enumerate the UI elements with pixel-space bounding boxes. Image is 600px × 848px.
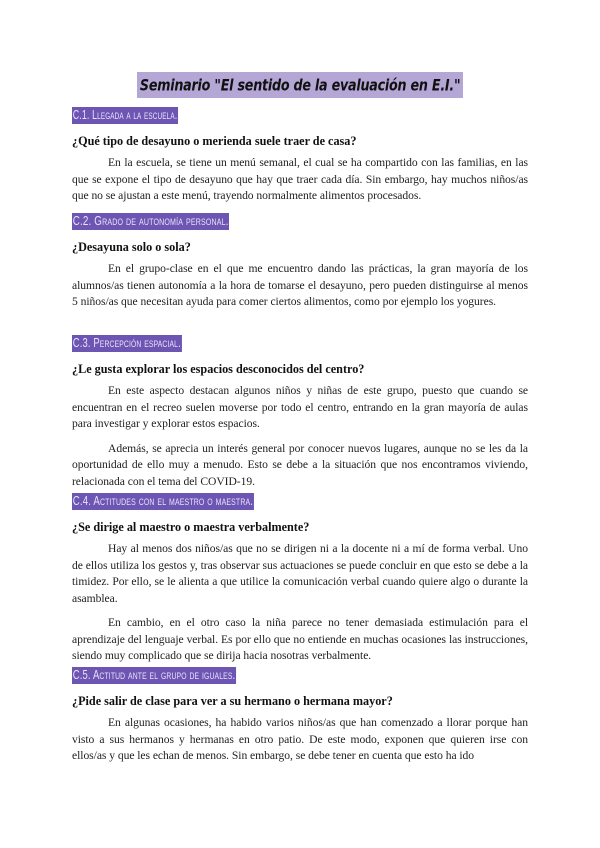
section-paragraph: En algunas ocasiones, ha habido varios niños/as que han comenzado a llorar porque han visto a sus hermanos y hermanas en otro patio. De este modo, exponen que quieren irse con ellos/as y que les echan de menos. Sin embargo, se debe tener en cuenta que esto ha ido	[72, 716, 528, 762]
section-2	[72, 212, 528, 311]
section-header: C.4. Actitudes con el maestro o maestra.	[72, 494, 254, 508]
section-paragraph: En la escuela, se tiene un menú semanal, el cual se ha compartido con las familias, en las que se expone el tipo de desayuno que hay que traer cada día. Sin embargo, hay muchos niños/as que no se ajustan a este menú, trayendo normalmente alimentos procesados.	[72, 156, 528, 202]
section-paragraph: En el grupo-clase en el que me encuentro dando las prácticas, la gran mayoría de los alumnos/as tienen autonomía a la hora de tomarse el desayuno, pero pueden distinguirse al menos 5 niños/as que necesitan ayuda para comer ciertos alimentos, como por ejemplo los yogures.	[72, 262, 528, 308]
section-question: ¿Le gusta explorar los espacios desconocidos del centro?	[72, 362, 365, 376]
section-paragraph: En este aspecto destacan algunos niños y niñas de este grupo, puesto que cuando se encuentran en el recreo suelen moverse por todo el centro, entrando en la gran mayoría de aulas para investigar y explorar estos espacios.	[72, 384, 528, 430]
section-question: ¿Pide salir de clase para ver a su hermano o hermana mayor?	[72, 694, 393, 708]
section-4	[72, 492, 528, 665]
section-3	[72, 334, 528, 490]
document-title-highlight	[137, 72, 463, 98]
section-question: ¿Se dirige al maestro o maestra verbalmente?	[72, 520, 310, 534]
section-header: C.2. Grado de autonomía personal.	[72, 214, 229, 228]
section-header: C.5. Actitud ante el grupo de iguales.	[72, 668, 236, 682]
section-question: ¿Desayuna solo o sola?	[72, 240, 191, 254]
section-question: ¿Qué tipo de desayuno o merienda suele traer de casa?	[72, 134, 357, 148]
section-5	[72, 666, 528, 765]
section-header: C.3. Percepción espacial.	[72, 336, 181, 350]
section-header: C.1. Llegada a la escuela.	[72, 108, 178, 122]
section-paragraph: En cambio, en el otro caso la niña parece no tener demasiada estimulación para el aprendizaje del lenguaje verbal. Es por ello que no entiende en muchas ocasiones las instrucciones, siendo muy complicado que se dirija hacia nosotras verbalmente.	[72, 616, 528, 662]
section-paragraph: Además, se aprecia un interés general por conocer nuevos lugares, aunque no se les da la oportunidad de ello muy a menudo. Esto se debe a la situación que nos encontramos viviendo, relacionada con el tema del COVID-19.	[72, 441, 528, 488]
section-1	[72, 106, 528, 205]
section-paragraph: Hay al menos dos niños/as que no se dirigen ni a la docente ni a mí de forma verbal. Uno de ellos utiliza los gestos y, tras observar sus actuaciones se puede concluir en que esto se debe a la timidez. Por ello, se le alienta a que utilice la comunicación verbal cuando quiere algo o durante la asamblea.	[72, 542, 528, 605]
document-title: Seminario "El sentido de la evaluación en E.I."	[139, 75, 461, 95]
